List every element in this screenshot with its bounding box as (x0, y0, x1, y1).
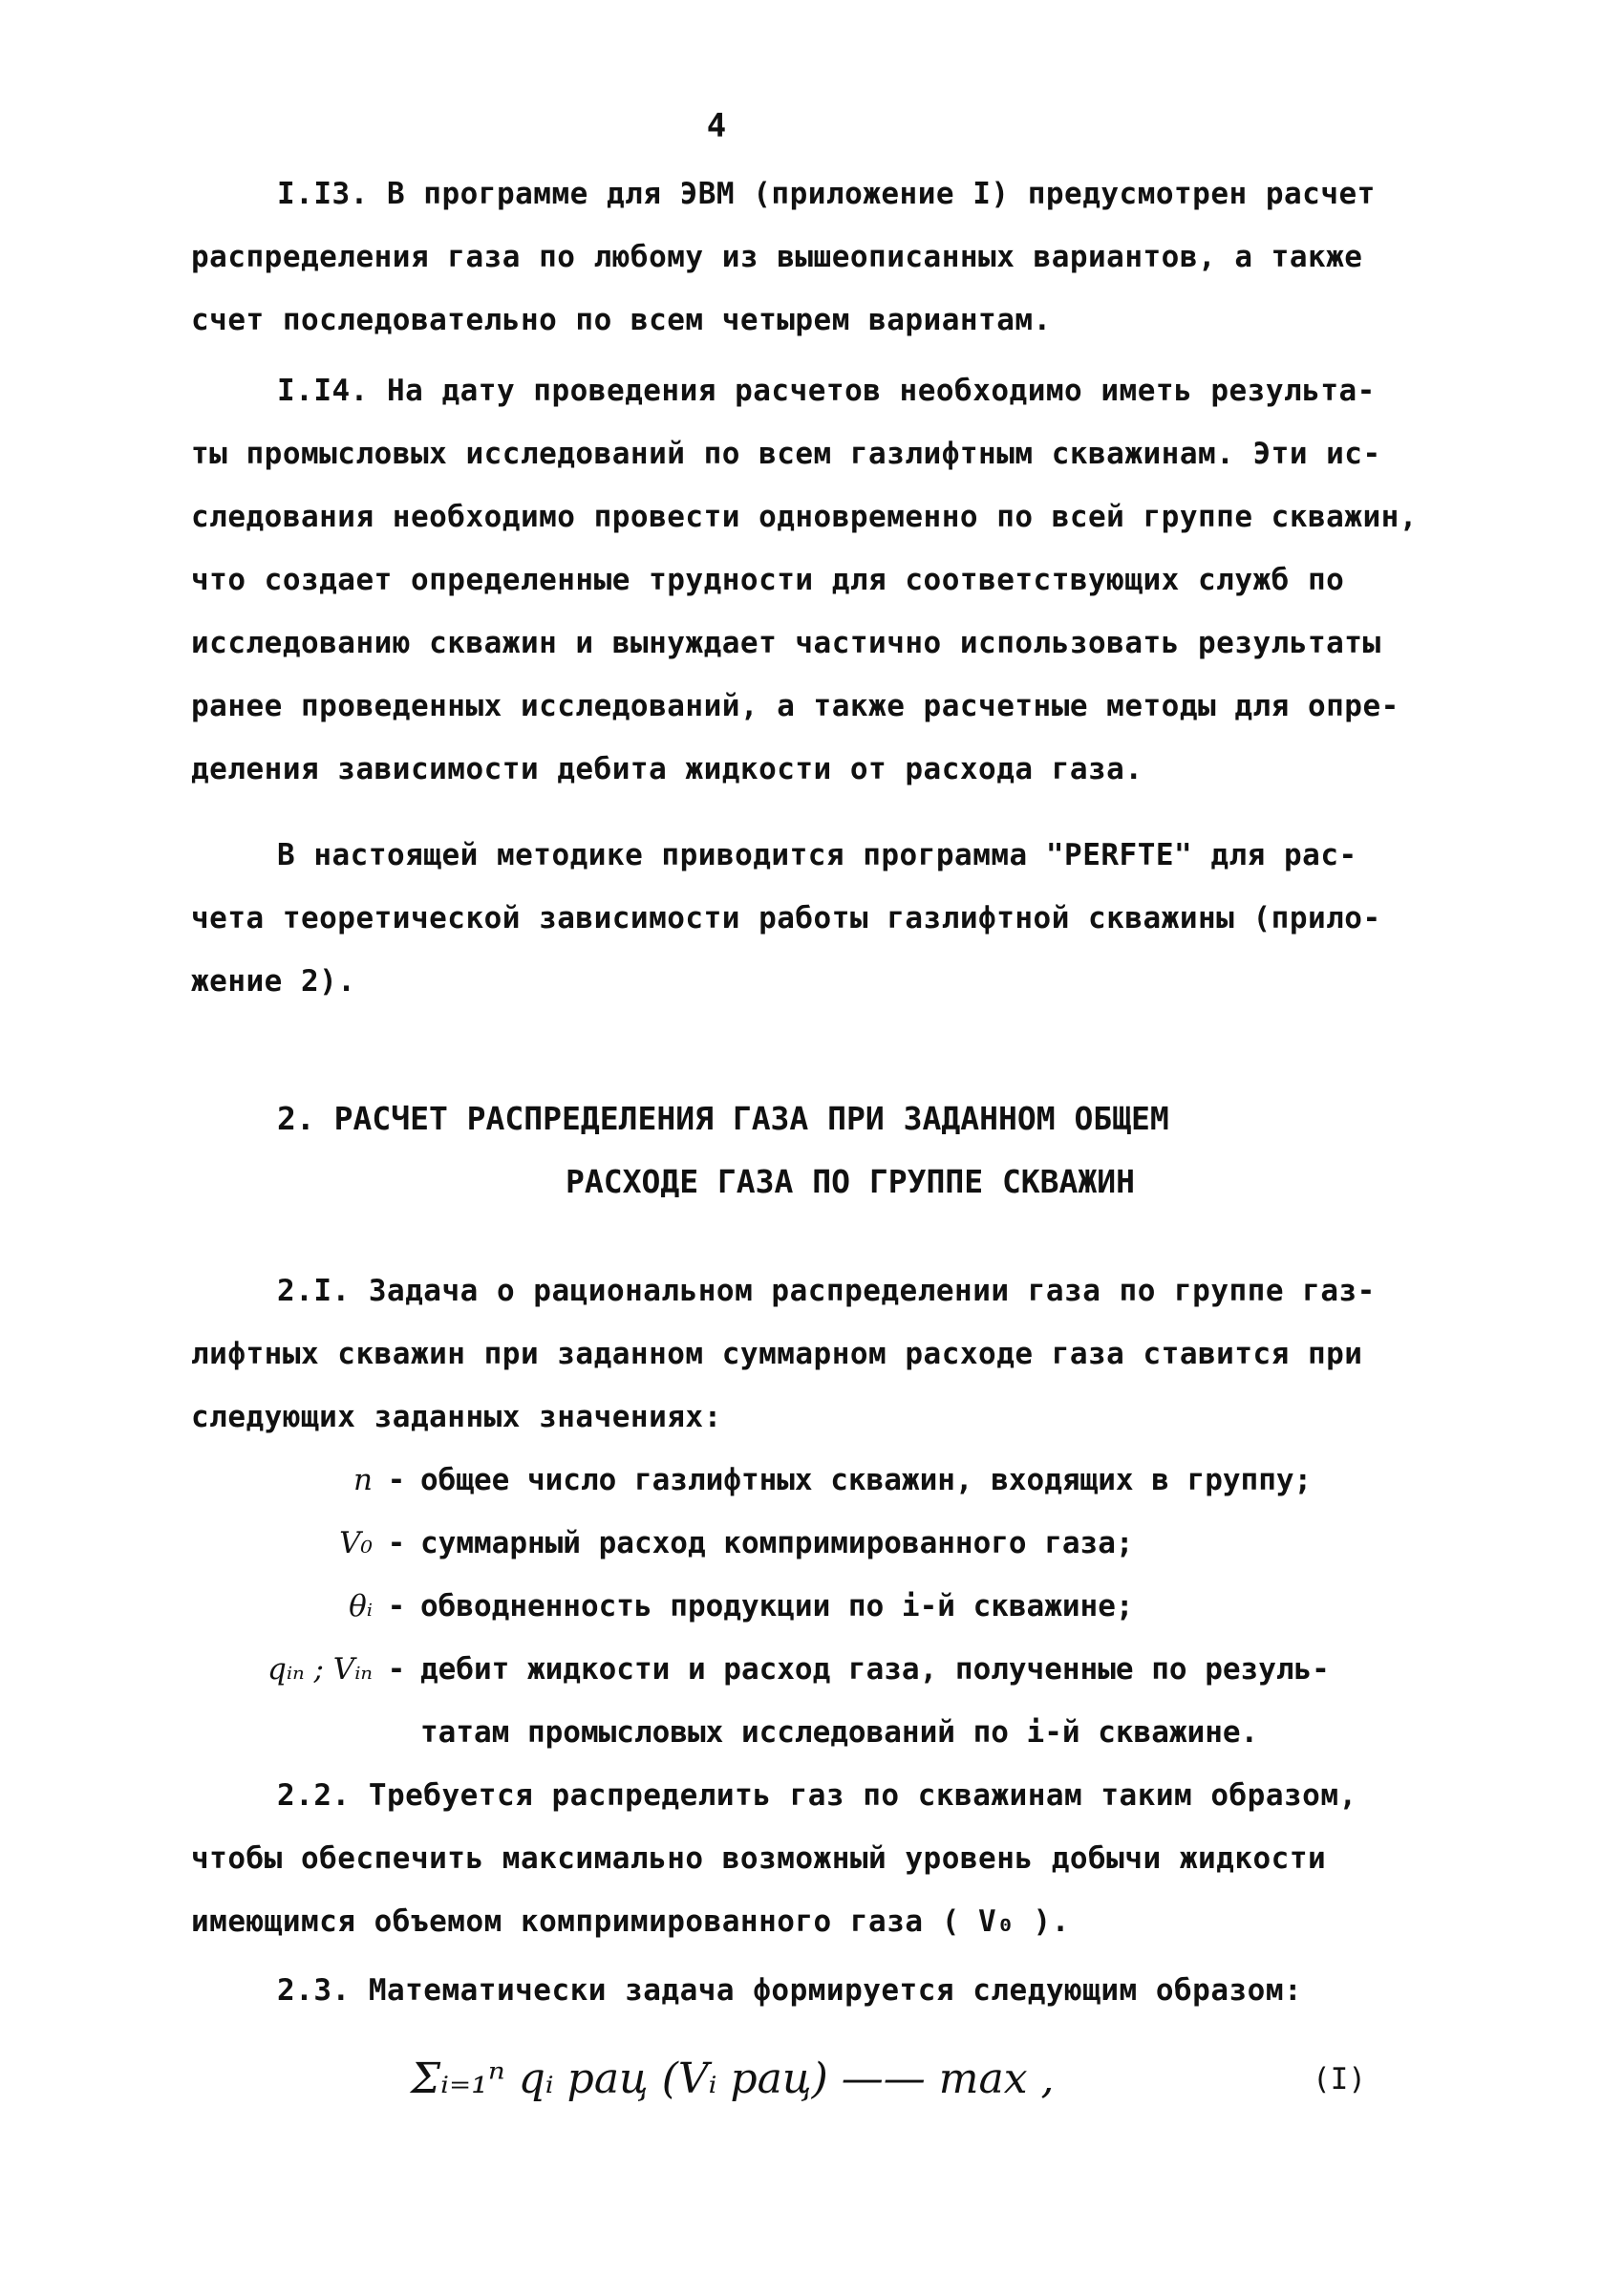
text-line: исследованию скважин и вынуждает частично использовать результаты (191, 626, 1381, 660)
heading-line: РАСХОДЕ ГАЗА ПО ГРУППЕ СКВАЖИН (565, 1163, 1136, 1200)
paragraph-2-1 (191, 1259, 1471, 1449)
paragraph-1-14 (191, 359, 1471, 801)
text-line: следования необходимо провести одновременно по всей группе скважин, (191, 500, 1418, 534)
text-line: I.I3. В программе для ЭВМ (приложение I) предусмотрен расчет (277, 177, 1376, 211)
definition-dash: - (387, 1589, 406, 1623)
definition-symbol: qᵢₙ ; Vᵢₙ (267, 1652, 373, 1687)
definition-item (239, 1449, 1481, 1512)
paragraph-method (191, 824, 1471, 1013)
definition-item (239, 1575, 1481, 1638)
definition-continuation: татам промысловых исследований по i-й скважине. (420, 1715, 1259, 1750)
definition-dash: - (387, 1652, 406, 1687)
text-line: счет последовательно по всем четырем вариантам. (191, 303, 1052, 337)
text-line: имеющимся объемом компримированного газа ( V₀ ). (191, 1904, 1070, 1939)
paragraph-1-13 (191, 162, 1471, 352)
text-line: I.I4. На дату проведения расчетов необходимо иметь результа- (277, 374, 1376, 408)
definition-text: суммарный расход компримированного газа; (420, 1526, 1134, 1560)
definitions-list (239, 1449, 1481, 1764)
definition-symbol: θᵢ (349, 1589, 373, 1623)
heading-line: 2. РАСЧЕТ РАСПРЕДЕЛЕНИЯ ГАЗА ПРИ ЗАДАННОМ ОБЩЕМ (277, 1100, 1169, 1137)
text-line: чтобы обеспечить максимально возможный уровень добычи жидкости (191, 1841, 1327, 1876)
text-line: ранее проведенных исследований, а также расчетные методы для опре- (191, 689, 1400, 723)
definition-item (239, 1512, 1481, 1575)
paragraph-2-2 (191, 1764, 1471, 1953)
text-line: деления зависимости дебита жидкости от расхода газа. (191, 752, 1143, 786)
text-line: 2.2. Требуется распределить газ по скважинам таким образом, (277, 1778, 1357, 1813)
text-line: ты промысловых исследований по всем газлифтным скважинам. Эти ис- (191, 437, 1381, 471)
text-line: распределения газа по любому из вышеописанных вариантов, а также (191, 240, 1363, 274)
text-line: 2.3. Математически задача формируется следующим образом: (277, 1973, 1303, 2008)
definition-dash: - (387, 1526, 406, 1560)
text-line: 2.I. Задача о рациональном распределении газа по группе газ- (277, 1274, 1376, 1308)
definition-text: обводненность продукции по i-й скважине; (420, 1589, 1134, 1623)
text-line: лифтных скважин при заданном суммарном расходе газа ставится при (191, 1337, 1363, 1371)
formula-expression: Σᵢ₌₁ⁿ qᵢ рац (Vᵢ рац) —— max , (411, 2054, 1055, 2103)
formula-number: (I) (1313, 2061, 1366, 2096)
definition-text: общее число газлифтных скважин, входящих в группу; (420, 1463, 1313, 1497)
text-line: следующих заданных значениях: (191, 1400, 722, 1434)
text-line: В настоящей методике приводится программа "PERFTE" для рас- (277, 838, 1357, 872)
formula (411, 2054, 1366, 2103)
page-number: 4 (706, 107, 727, 145)
definition-text: дебит жидкости и расход газа, полученные по резуль- (420, 1652, 1330, 1687)
definition-symbol: n (353, 1463, 373, 1497)
text-line: чета теоретической зависимости работы газлифтной скважины (прило- (191, 901, 1381, 935)
paragraph-2-3 (191, 1959, 1471, 2022)
definition-dash: - (387, 1463, 406, 1497)
section-heading (191, 1087, 1471, 1214)
text-line: жение 2). (191, 964, 356, 999)
definition-item (239, 1638, 1481, 1701)
text-line: что создает определенные трудности для соответствующих служб по (191, 563, 1345, 597)
definition-symbol: V₀ (339, 1526, 373, 1560)
